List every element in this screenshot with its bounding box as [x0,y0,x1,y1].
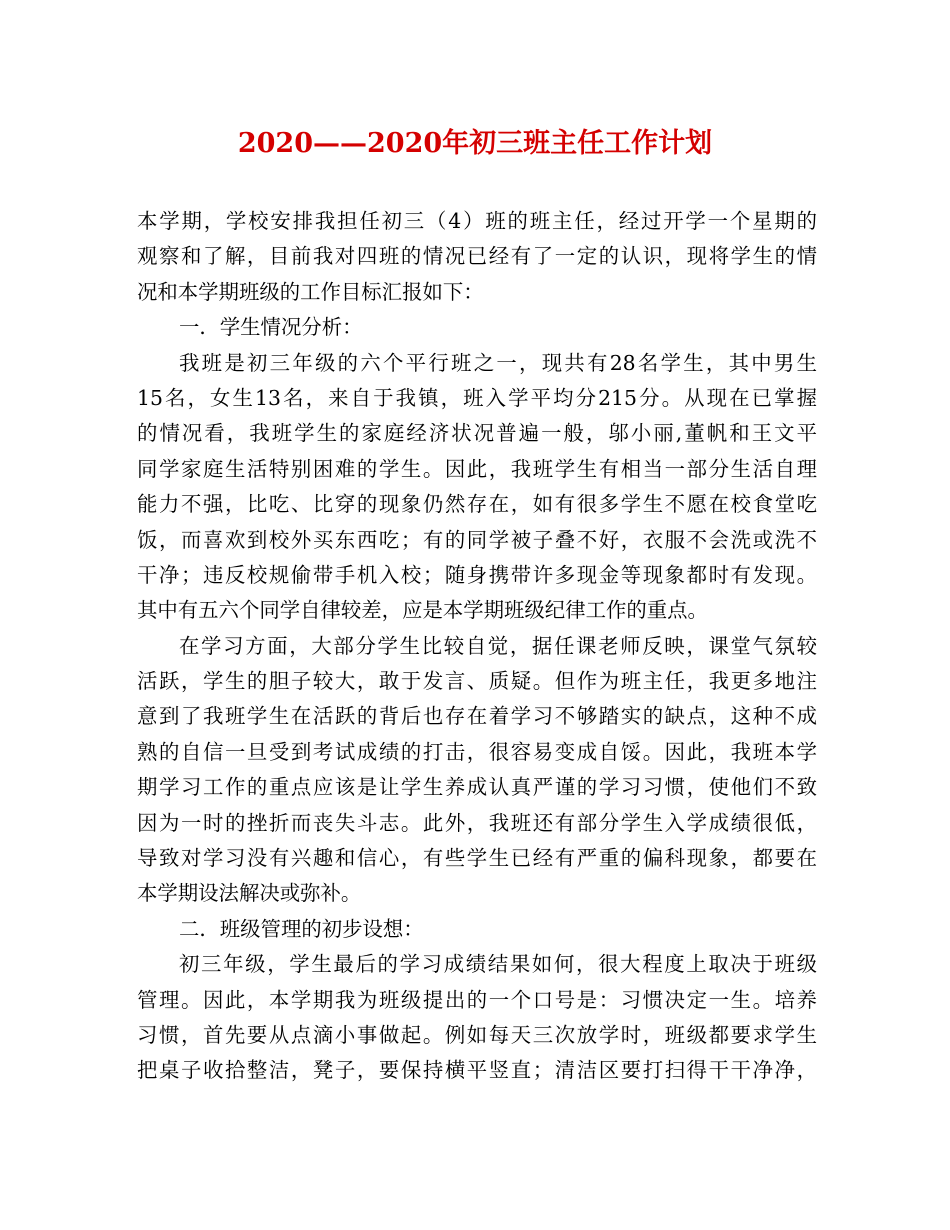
body-text-line: 活跃，学生的胆子较大，敢于发言、质疑。但作为班主任，我更多地注 [137,669,817,694]
body-text-line: 的情况看，我班学生的家庭经济状况普遍一般，邬小丽,董帆和王文平 [137,421,817,446]
body-text-line: 习惯，首先要从点滴小事做起。例如每天三次放学时，班级都要求学生 [137,1022,817,1047]
body-text-line: 把桌子收拾整洁，凳子，要保持横平竖直；清洁区要打扫得干干净净， [137,1058,817,1083]
body-text-line: 况和本学期班级的工作目标汇报如下： [137,279,484,304]
body-text-line: 导致对学习没有兴趣和信心，有些学生已经有严重的偏科现象，都要在 [137,846,817,871]
body-text-line: 我班是初三年级的六个平行班之一，现共有28名学生，其中男生 [179,350,817,375]
document-body [137,204,817,1089]
body-text-line: 饭，而喜欢到校外买东西吃；有的同学被子叠不好，衣服不会洗或洗不 [137,527,817,552]
body-text-line: 熟的自信一旦受到考试成绩的打击，很容易变成自馁。因此，我班本学 [137,739,817,764]
document-title: 2020——2020年初三班主任工作计划 [237,128,713,159]
body-text-line: 因为一时的挫折而丧失斗志。此外，我班还有部分学生入学成绩很低， [137,810,817,835]
body-text-line: 能力不强，比吃、比穿的现象仍然存在，如有很多学生不愿在校食堂吃 [137,492,817,517]
body-text-line: 同学家庭生活特别困难的学生。因此，我班学生有相当一部分生活自理 [137,456,817,481]
body-text-line: 观察和了解，目前我对四班的情况已经有了一定的认识，现将学生的情 [137,244,817,269]
body-text-line: 本学期设法解决或弥补。 [137,881,362,906]
body-text-line: 意到了我班学生在活跃的背后也存在着学习不够踏实的缺点，这种不成 [137,704,817,729]
body-text-line: 本学期，学校安排我担任初三（4）班的班主任，经过开学一个星期的 [137,209,817,233]
body-text-line: 干净；违反校规偷带手机入校；随身携带许多现金等现象都时有发现。 [137,562,817,587]
body-text-line: 在学习方面，大部分学生比较自觉，据任课老师反映，课堂气氛较 [179,633,817,658]
body-text-line: 管理。因此，本学期我为班级提出的一个口号是：习惯决定一生。培养 [137,987,817,1012]
body-text-line: 二．班级管理的初步设想： [179,916,424,941]
body-text-line: 15名，女生13名，来自于我镇，班入学平均分215分。从现在已掌握 [137,385,817,410]
body-text-line: 初三年级，学生最后的学习成绩结果如何，很大程度上取决于班级 [179,952,817,977]
body-text-line: 其中有五六个同学自律较差，应是本学期班级纪律工作的重点。 [137,598,708,623]
body-text-line: 一．学生情况分析： [179,315,363,340]
body-text-line: 期学习工作的重点应该是让学生养成认真严谨的学习习惯，使他们不致 [137,775,817,800]
